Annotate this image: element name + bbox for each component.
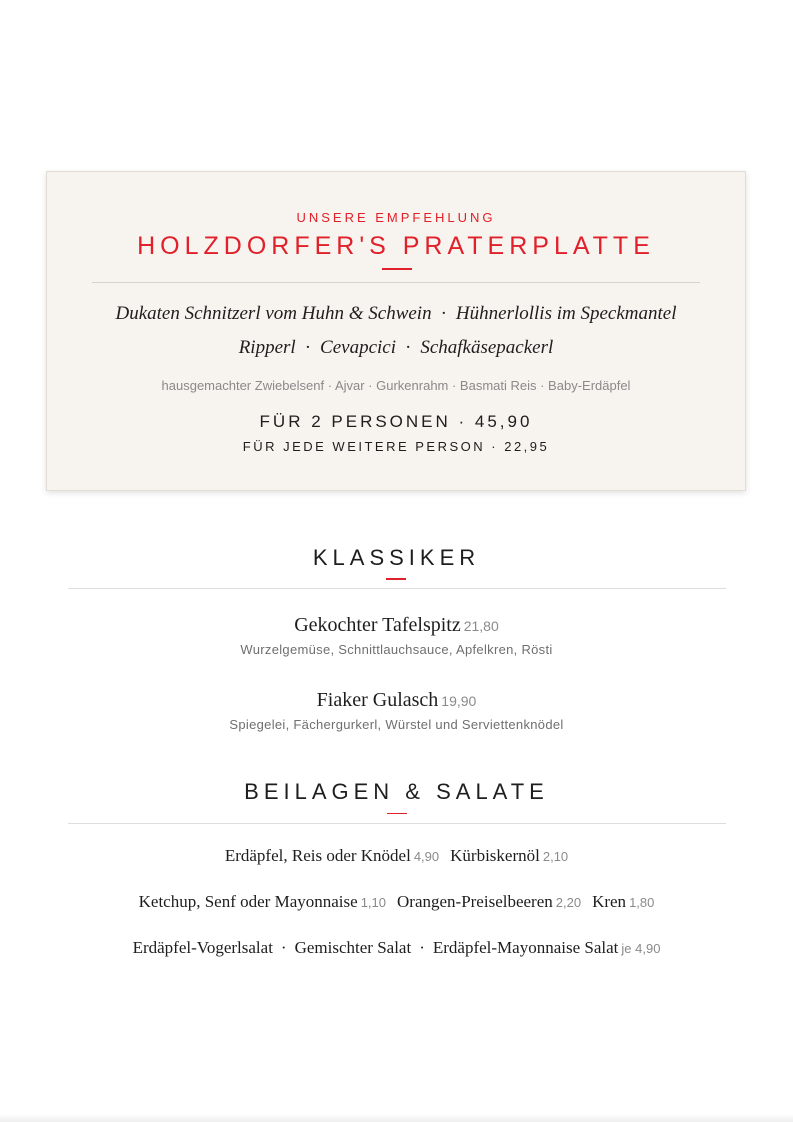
featured-items-line-1 [47,303,745,325]
dish-description: Wurzelgemüse, Schnittlauchsauce, Apfelkren, Rösti [240,642,553,657]
featured-item: Cevapcici [320,337,396,358]
side-price: 1,80 [629,895,655,910]
section-accent-klassiker [386,578,406,580]
separator-dot: · [440,303,447,324]
separator-dot: · [304,337,312,358]
featured-item: Ripperl [238,337,296,358]
section-title-beilagen: BEILAGEN & SALATE [244,779,549,804]
featured-price-main: FÜR 2 PERSONEN · 45,90 [259,412,533,431]
featured-accent-line [382,268,412,270]
featured-sides: hausgemachter Zwiebelsenf · Ajvar · Gurkenrahm · Basmati Reis · Baby-Erdäpfel [161,378,631,393]
side-price: 2,10 [542,849,569,864]
section-title-klassiker: KLASSIKER [312,545,481,570]
sides-row-3 [0,938,793,958]
featured-box [46,171,746,491]
side-name: Erdäpfel, Reis oder Knödel [224,846,411,865]
featured-divider [92,282,700,283]
featured-title: HOLZDORFER'S PRATERPLATTE [137,232,655,260]
side-price: 4,90 [413,849,440,864]
dish-price: 19,90 [441,693,477,709]
featured-item: Dukaten Schnitzerl vom Huhn & Schwein [115,303,432,324]
sides-row-1 [0,846,793,866]
section-divider-beilagen [68,823,726,824]
featured-item: Schafkäsepackerl [420,337,554,358]
dish-item [0,614,793,637]
separator-dot: · [280,938,287,957]
side-price: 1,10 [360,895,386,910]
side-name: Orangen-Preiselbeeren [397,892,553,911]
salad-name: Gemischter Salat [294,938,412,957]
separator-dot: · [405,337,412,358]
salad-price: je 4,90 [621,941,661,956]
separator-dot: · [419,938,425,957]
featured-item: Hühnerlollis im Speckmantel [455,303,677,324]
page-bottom-edge [0,1114,793,1122]
featured-price-extra: FÜR JEDE WEITERE PERSON · 22,95 [242,439,550,454]
dish-name: Fiaker Gulasch [316,689,439,711]
section-divider-klassiker [68,588,726,589]
side-name: Kren [592,892,627,911]
salad-name: Erdäpfel-Vogerlsalat [132,938,273,957]
salad-name: Erdäpfel-Mayonnaise Salat [432,938,619,957]
dish-item [0,689,793,712]
side-name: Kürbiskernöl [450,846,540,865]
dish-description: Spiegelei, Fächergurkerl, Würstel und Serviettenknödel [229,717,564,732]
featured-kicker: UNSERE EMPFEHLUNG [296,210,496,225]
side-name: Ketchup, Senf oder Mayonnaise [138,892,358,911]
dish-price: 21,80 [463,618,499,634]
side-price: 2,20 [555,895,582,910]
dish-name: Gekochter Tafelspitz [294,614,461,636]
section-accent-beilagen [387,813,407,814]
featured-items-line-2 [47,337,745,359]
sides-row-2 [0,892,793,912]
